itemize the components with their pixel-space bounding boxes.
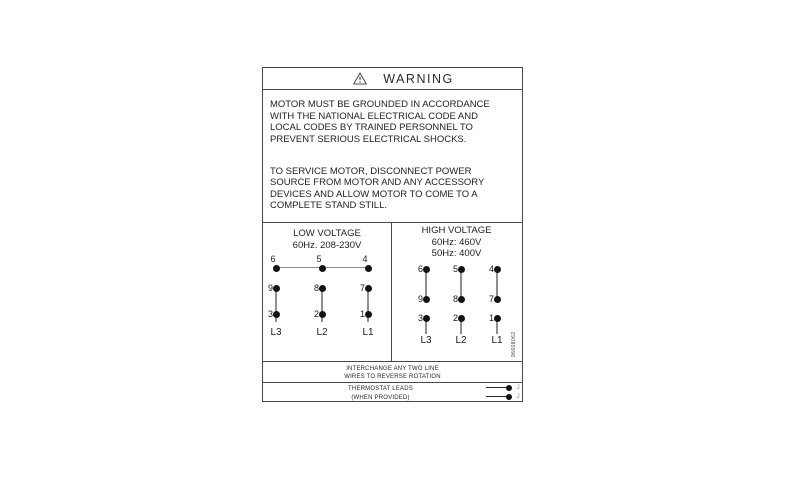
lv-terminal-dot-2: [319, 311, 326, 318]
rotation-note-line2: WIRES TO REVERSE ROTATION: [344, 374, 441, 380]
lv-terminal-dot-6: [273, 265, 280, 272]
hv-terminal-dot-8: [458, 296, 465, 303]
motor-warning-label: [262, 67, 523, 402]
hv-terminal-label-5: 5: [452, 264, 458, 274]
hv-terminal-label-2: 2: [452, 313, 458, 323]
hv-terminal-label-6: 6: [417, 264, 423, 274]
lv-terminal-label-3: 3: [267, 309, 273, 319]
hv-wire-5-8: [460, 269, 461, 299]
hv-wire-4-7: [496, 269, 497, 299]
lv-terminal-label-6: 6: [270, 254, 276, 264]
lv-line-label-l2: L2: [316, 327, 328, 338]
lead-letter: J: [516, 384, 520, 391]
lead-wire-icon: [486, 387, 507, 388]
lead-letter: J: [516, 393, 520, 400]
hv-terminal-label-8: 8: [452, 294, 458, 304]
grounding-paragraph: [270, 99, 522, 145]
lv-terminal-dot-4: [365, 265, 372, 272]
service-paragraph: [270, 166, 522, 212]
rotation-note: [263, 362, 522, 383]
lead-terminal-icon: [506, 385, 512, 391]
low-voltage-rating: 60Hz. 208-230V: [292, 239, 362, 251]
high-voltage-rating-60hz: 60Hz: 460V: [431, 236, 482, 248]
body-line: WITH THE NATIONAL ELECTRICAL CODE AND: [270, 110, 478, 122]
hv-terminal-dot-7: [494, 296, 501, 303]
warning-triangle-icon: [353, 72, 367, 85]
lv-terminal-dot-9: [273, 285, 280, 292]
hv-wire-6-9: [425, 269, 426, 299]
hv-terminal-label-9: 9: [417, 294, 423, 304]
body-line: TO SERVICE MOTOR, DISCONNECT POWER: [270, 165, 472, 177]
thermostat-note-line1: THERMOSTAT LEADS: [348, 385, 413, 392]
lv-terminal-label-5: 5: [316, 254, 322, 264]
hv-terminal-dot-9: [423, 296, 430, 303]
thermostat-lead-symbol-2: [486, 393, 520, 400]
hv-terminal-dot-3: [423, 315, 430, 322]
lv-terminal-dot-7: [365, 285, 372, 292]
lv-terminal-label-8: 8: [313, 283, 319, 293]
body-line: DEVICES AND ALLOW MOTOR TO COME TO A: [270, 188, 478, 200]
lv-terminal-label-1: 1: [359, 309, 365, 319]
high-voltage-title: [391, 225, 522, 260]
thermostat-note-line2: (WHEN PROVIDED): [351, 394, 410, 401]
hv-line-label-l1: L1: [491, 335, 503, 346]
lv-terminal-dot-3: [273, 311, 280, 318]
lv-line-label-l3: L3: [270, 327, 282, 338]
part-number: 96608062: [511, 331, 517, 357]
hv-terminal-dot-2: [458, 315, 465, 322]
thermostat-note: [263, 383, 522, 401]
hv-terminal-label-3: 3: [417, 313, 423, 323]
hv-line-label-l3: L3: [420, 335, 432, 346]
hv-terminal-label-4: 4: [488, 264, 494, 274]
hv-line-label-l2: L2: [455, 335, 467, 346]
warning-body: [263, 90, 522, 223]
lv-terminal-dot-5: [319, 265, 326, 272]
high-voltage-rating-50hz: 50Hz: 400V: [431, 248, 482, 259]
hv-terminal-dot-4: [494, 266, 501, 273]
hv-terminal-dot-1: [494, 315, 501, 322]
body-line: LOCAL CODES BY TRAINED PERSONNEL TO: [270, 122, 473, 133]
body-line: SOURCE FROM MOTOR AND ANY ACCESSORY: [270, 177, 485, 188]
lv-terminal-dot-1: [365, 311, 372, 318]
warning-title: WARNING: [383, 71, 454, 86]
warning-header-group: [353, 72, 453, 85]
lv-terminal-label-9: 9: [267, 283, 273, 293]
body-line: MOTOR MUST BE GROUNDED IN ACCORDANCE: [270, 99, 490, 110]
low-voltage-title: [263, 228, 391, 251]
lead-terminal-icon: [506, 394, 512, 400]
warning-header: [263, 68, 522, 90]
high-voltage-heading: HIGH VOLTAGE: [421, 225, 492, 236]
hv-terminal-dot-5: [458, 266, 465, 273]
lead-wire-icon: [486, 396, 507, 397]
lv-terminal-dot-8: [319, 285, 326, 292]
lv-terminal-label-2: 2: [313, 309, 319, 319]
hv-terminal-label-7: 7: [488, 294, 494, 304]
lv-terminal-label-4: 4: [362, 254, 368, 264]
thermostat-lead-symbol-1: [486, 384, 520, 391]
lv-line-label-l1: L1: [362, 327, 374, 338]
body-line: PREVENT SERIOUS ELECTRICAL SHOCKS.: [270, 133, 467, 145]
hv-terminal-dot-6: [423, 266, 430, 273]
hv-terminal-label-1: 1: [488, 313, 494, 323]
body-line: COMPLETE STAND STILL.: [270, 200, 388, 211]
rotation-note-line1: INTERCHANGE ANY TWO LINE: [346, 365, 439, 372]
wiring-diagram-section: [263, 223, 522, 362]
lv-terminal-label-7: 7: [359, 283, 365, 293]
low-voltage-heading: LOW VOLTAGE: [293, 228, 361, 239]
